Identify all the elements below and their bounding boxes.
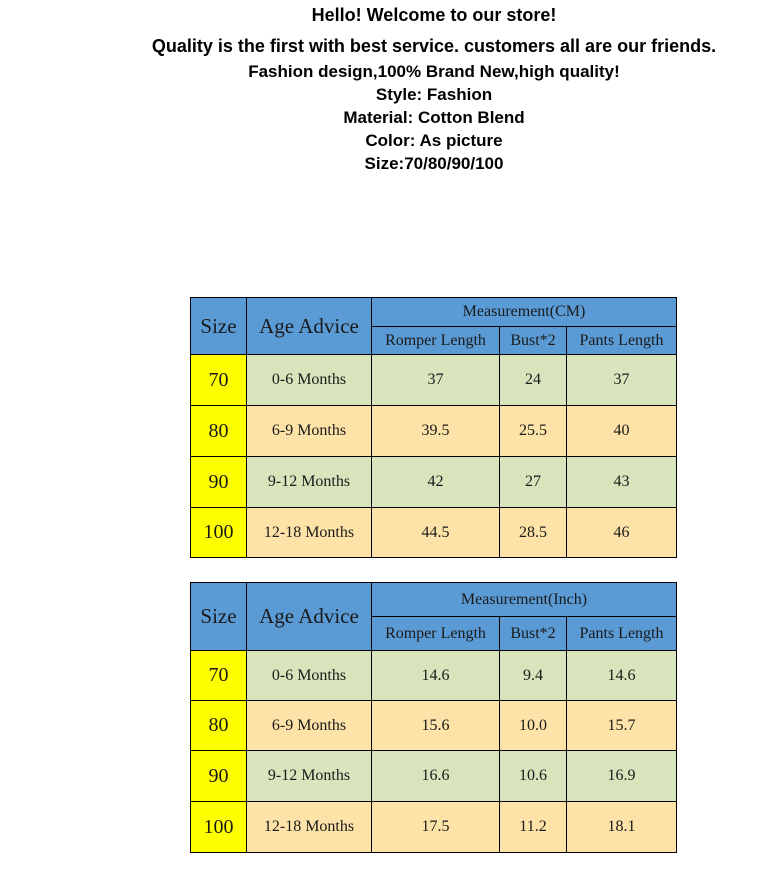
age-cell: 0-6 Months xyxy=(247,355,372,406)
fashion-line: Fashion design,100% Brand New,high quality! xyxy=(248,62,620,81)
age-cell: 9-12 Months xyxy=(247,751,372,802)
size-cell: 70 xyxy=(191,355,247,406)
table-row xyxy=(191,508,677,558)
pants-cell: 43 xyxy=(567,457,677,508)
header-bust: Bust*2 xyxy=(500,617,567,651)
size-cell: 80 xyxy=(191,406,247,457)
bust-cell: 10.0 xyxy=(500,701,567,751)
bust-cell: 11.2 xyxy=(500,802,567,853)
table-row xyxy=(191,802,677,853)
size-cell: 80 xyxy=(191,701,247,751)
bust-cell: 28.5 xyxy=(500,508,567,558)
header-pants-length: Pants Length xyxy=(567,327,677,355)
header-size: Size xyxy=(191,298,247,355)
pants-cell: 18.1 xyxy=(567,802,677,853)
header-pants-length: Pants Length xyxy=(567,617,677,651)
header-age-advice: Age Advice xyxy=(247,583,372,651)
bust-cell: 9.4 xyxy=(500,651,567,701)
romper-cell: 15.6 xyxy=(372,701,500,751)
color-line: Color: As picture xyxy=(365,131,503,150)
header-bust: Bust*2 xyxy=(500,327,567,355)
header-romper-length: Romper Length xyxy=(372,327,500,355)
romper-cell: 16.6 xyxy=(372,751,500,802)
header-measurement: Measurement(CM) xyxy=(372,298,677,327)
style-line: Style: Fashion xyxy=(375,85,493,104)
table-row xyxy=(191,355,677,406)
size-chart-inch xyxy=(190,582,677,853)
header-size: Size xyxy=(191,583,247,651)
table-row xyxy=(191,406,677,457)
age-cell: 12-18 Months xyxy=(247,508,372,558)
table-row xyxy=(191,701,677,751)
bust-cell: 10.6 xyxy=(500,751,567,802)
bust-cell: 25.5 xyxy=(500,406,567,457)
romper-cell: 37 xyxy=(372,355,500,406)
size-cell: 90 xyxy=(191,751,247,802)
material-line: Material: Cotton Blend xyxy=(343,108,525,127)
size-chart-cm xyxy=(190,297,677,558)
pants-cell: 15.7 xyxy=(567,701,677,751)
size-cell: 100 xyxy=(191,508,247,558)
pants-cell: 16.9 xyxy=(567,751,677,802)
table-row xyxy=(191,751,677,802)
romper-cell: 17.5 xyxy=(372,802,500,853)
quality-line: Quality is the first with best service. customers all are our friends. xyxy=(151,36,717,56)
romper-cell: 44.5 xyxy=(372,508,500,558)
header-romper-length: Romper Length xyxy=(372,617,500,651)
age-cell: 6-9 Months xyxy=(247,406,372,457)
age-cell: 9-12 Months xyxy=(247,457,372,508)
age-cell: 6-9 Months xyxy=(247,701,372,751)
table-row xyxy=(191,457,677,508)
age-cell: 0-6 Months xyxy=(247,651,372,701)
romper-cell: 39.5 xyxy=(372,406,500,457)
size-cell: 100 xyxy=(191,802,247,853)
header-age-advice: Age Advice xyxy=(247,298,372,355)
header-measurement: Measurement(Inch) xyxy=(372,583,677,617)
bust-cell: 27 xyxy=(500,457,567,508)
size-cell: 70 xyxy=(191,651,247,701)
romper-cell: 14.6 xyxy=(372,651,500,701)
size-cell: 90 xyxy=(191,457,247,508)
pants-cell: 40 xyxy=(567,406,677,457)
romper-cell: 42 xyxy=(372,457,500,508)
age-cell: 12-18 Months xyxy=(247,802,372,853)
pants-cell: 14.6 xyxy=(567,651,677,701)
size-line: Size:70/80/90/100 xyxy=(364,154,504,173)
bust-cell: 24 xyxy=(500,355,567,406)
welcome-line: Hello! Welcome to our store! xyxy=(311,5,557,25)
pants-cell: 37 xyxy=(567,355,677,406)
pants-cell: 46 xyxy=(567,508,677,558)
table-row xyxy=(191,651,677,701)
